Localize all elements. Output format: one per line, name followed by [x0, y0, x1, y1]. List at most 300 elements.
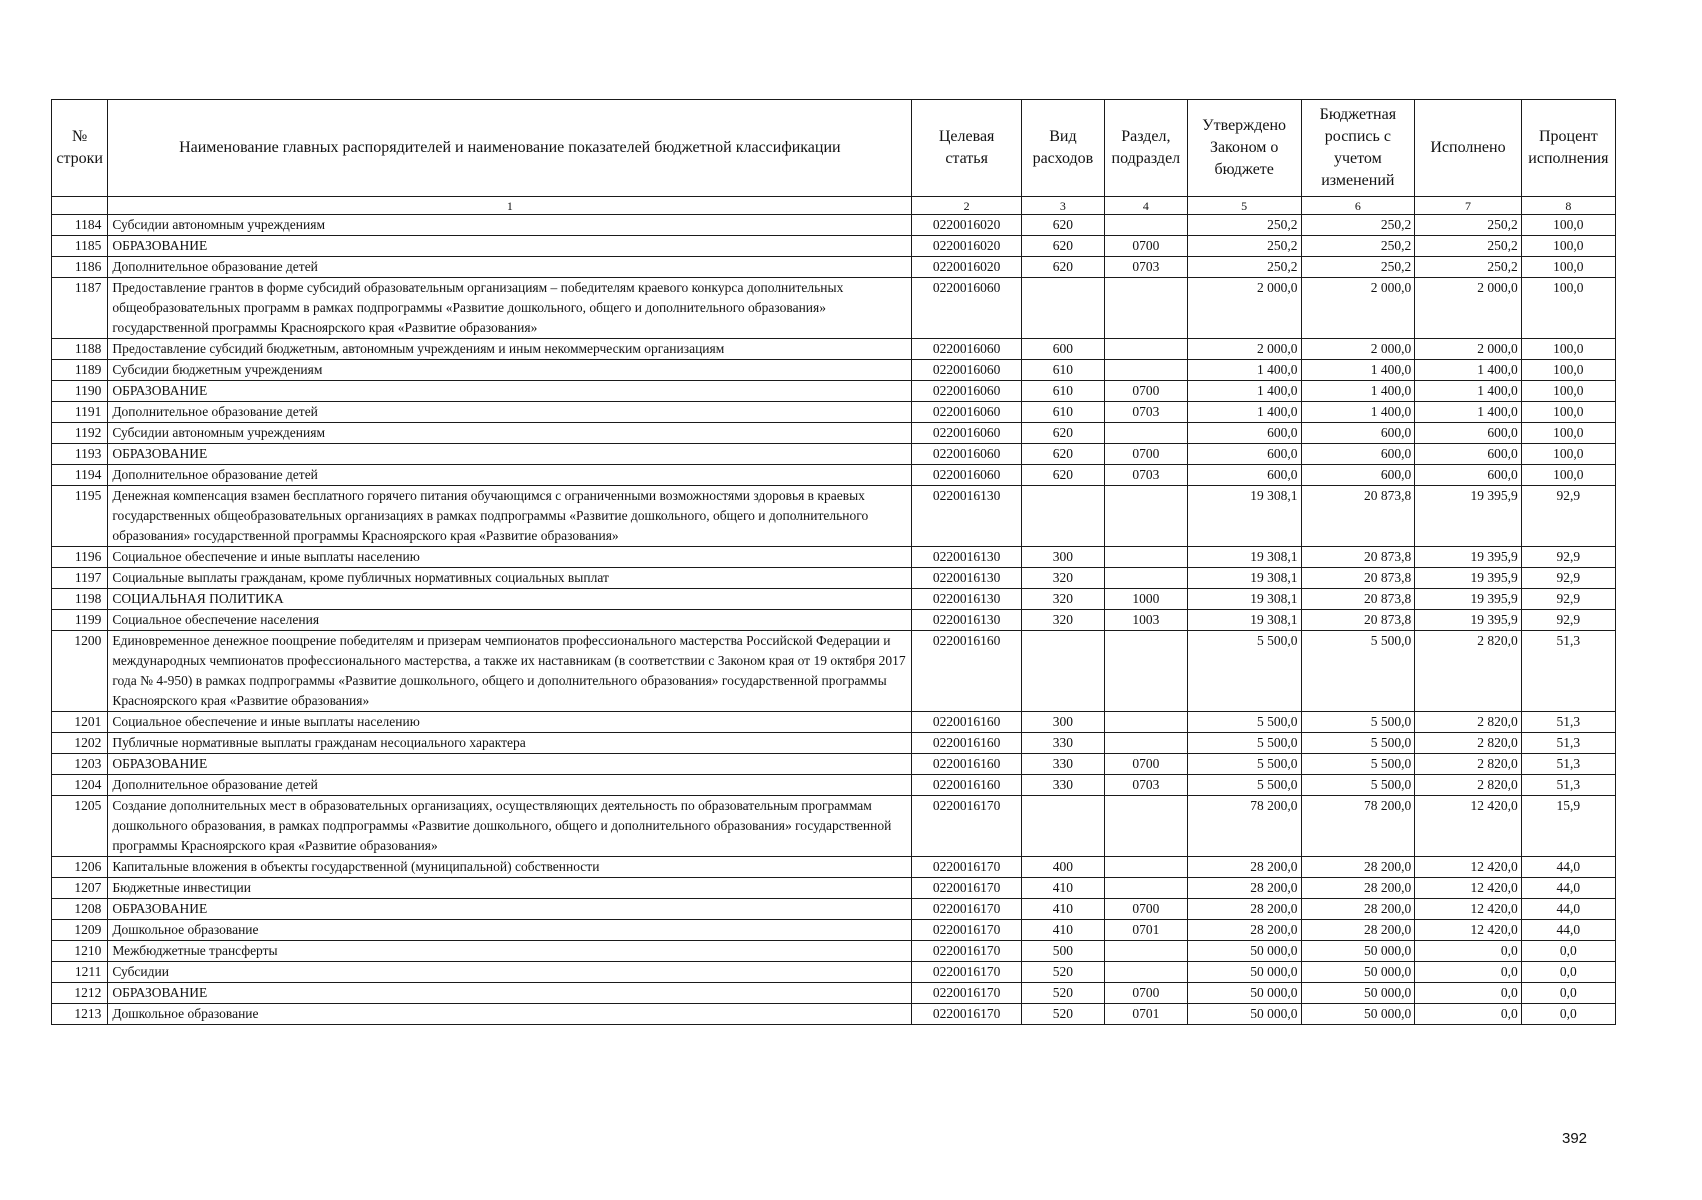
approved-amount-cell: 250,2 — [1187, 257, 1301, 278]
budget-list-amount-cell: 50 000,0 — [1301, 983, 1415, 1004]
expense-type-cell: 610 — [1021, 360, 1104, 381]
row-number-cell: 1205 — [52, 796, 108, 857]
column-number: 8 — [1521, 197, 1615, 215]
execution-percent-cell: 51,3 — [1521, 733, 1615, 754]
expense-type-cell: 620 — [1021, 465, 1104, 486]
executed-amount-cell: 1 400,0 — [1415, 402, 1522, 423]
executed-amount-cell: 250,2 — [1415, 215, 1522, 236]
budget-list-amount-cell: 5 500,0 — [1301, 775, 1415, 796]
target-article-cell: 0220016170 — [912, 920, 1022, 941]
executed-amount-cell: 0,0 — [1415, 983, 1522, 1004]
target-article-cell: 0220016170 — [912, 1004, 1022, 1025]
expense-type-cell: 320 — [1021, 568, 1104, 589]
expense-type-cell: 410 — [1021, 878, 1104, 899]
target-article-cell: 0220016060 — [912, 465, 1022, 486]
execution-percent-cell: 100,0 — [1521, 257, 1615, 278]
section-cell — [1104, 857, 1187, 878]
row-number-cell: 1188 — [52, 339, 108, 360]
row-number-cell: 1210 — [52, 941, 108, 962]
expense-type-cell: 320 — [1021, 589, 1104, 610]
row-number-cell: 1213 — [52, 1004, 108, 1025]
indicator-name-cell: Межбюджетные трансферты — [108, 941, 912, 962]
approved-amount-cell: 2 000,0 — [1187, 278, 1301, 339]
section-cell: 0703 — [1104, 257, 1187, 278]
indicator-name-cell: Создание дополнительных мест в образовательных организациях, осуществляющих деятельность по образовательным программам дошкольного образования, в рамках подпрограммы «Развитие дошкольного, общего и дополнительного образования» государственной программы Красноярского края «Развитие образования» — [108, 796, 912, 857]
row-number-cell: 1195 — [52, 486, 108, 547]
execution-percent-cell: 100,0 — [1521, 423, 1615, 444]
expense-type-cell: 620 — [1021, 423, 1104, 444]
table-row — [52, 257, 1616, 278]
expense-type-cell: 600 — [1021, 339, 1104, 360]
executed-amount-cell: 12 420,0 — [1415, 796, 1522, 857]
section-cell — [1104, 962, 1187, 983]
target-article-cell: 0220016020 — [912, 236, 1022, 257]
row-number-cell: 1211 — [52, 962, 108, 983]
row-number-cell: 1191 — [52, 402, 108, 423]
table-row — [52, 360, 1616, 381]
row-number-cell: 1185 — [52, 236, 108, 257]
target-article-cell: 0220016170 — [912, 983, 1022, 1004]
expense-type-cell — [1021, 796, 1104, 857]
budget-list-amount-cell: 20 873,8 — [1301, 568, 1415, 589]
target-article-cell: 0220016160 — [912, 712, 1022, 733]
header-target-article: Целевая статья — [912, 100, 1022, 197]
expense-type-cell: 330 — [1021, 754, 1104, 775]
execution-percent-cell: 51,3 — [1521, 775, 1615, 796]
table-row — [52, 423, 1616, 444]
section-cell: 0700 — [1104, 754, 1187, 775]
execution-percent-cell: 100,0 — [1521, 360, 1615, 381]
target-article-cell: 0220016020 — [912, 257, 1022, 278]
budget-list-amount-cell: 50 000,0 — [1301, 1004, 1415, 1025]
executed-amount-cell: 19 395,9 — [1415, 486, 1522, 547]
table-row — [52, 941, 1616, 962]
section-cell: 0700 — [1104, 983, 1187, 1004]
table-row — [52, 402, 1616, 423]
approved-amount-cell: 2 000,0 — [1187, 339, 1301, 360]
approved-amount-cell: 78 200,0 — [1187, 796, 1301, 857]
header-approved: Утверждено Законом о бюджете — [1187, 100, 1301, 197]
expense-type-cell: 330 — [1021, 733, 1104, 754]
section-cell — [1104, 941, 1187, 962]
table-row — [52, 796, 1616, 857]
target-article-cell: 0220016170 — [912, 962, 1022, 983]
target-article-cell: 0220016160 — [912, 775, 1022, 796]
executed-amount-cell: 2 820,0 — [1415, 712, 1522, 733]
expense-type-cell: 620 — [1021, 257, 1104, 278]
execution-percent-cell: 92,9 — [1521, 486, 1615, 547]
expense-type-cell — [1021, 278, 1104, 339]
column-number: 7 — [1415, 197, 1522, 215]
budget-list-amount-cell: 78 200,0 — [1301, 796, 1415, 857]
expense-type-cell: 410 — [1021, 899, 1104, 920]
approved-amount-cell: 28 200,0 — [1187, 899, 1301, 920]
column-number — [52, 197, 108, 215]
execution-percent-cell: 51,3 — [1521, 712, 1615, 733]
table-row — [52, 899, 1616, 920]
budget-list-amount-cell: 20 873,8 — [1301, 486, 1415, 547]
approved-amount-cell: 5 500,0 — [1187, 712, 1301, 733]
row-number-cell: 1207 — [52, 878, 108, 899]
target-article-cell: 0220016130 — [912, 610, 1022, 631]
table-row — [52, 465, 1616, 486]
target-article-cell: 0220016170 — [912, 899, 1022, 920]
target-article-cell: 0220016130 — [912, 568, 1022, 589]
approved-amount-cell: 250,2 — [1187, 236, 1301, 257]
indicator-name-cell: Бюджетные инвестиции — [108, 878, 912, 899]
section-cell: 0701 — [1104, 1004, 1187, 1025]
budget-list-amount-cell: 20 873,8 — [1301, 547, 1415, 568]
row-number-cell: 1194 — [52, 465, 108, 486]
table-row — [52, 486, 1616, 547]
indicator-name-cell: Предоставление грантов в форме субсидий образовательным организациям – победителям краевого конкурса дополнительных общеобразовательных программ в рамках подпрограммы «Развитие дошкольного, общего и дополнительного образования» государственной программы Красноярского края «Развитие образования» — [108, 278, 912, 339]
indicator-name-cell: Социальное обеспечение и иные выплаты населению — [108, 712, 912, 733]
budget-list-amount-cell: 50 000,0 — [1301, 941, 1415, 962]
table-row — [52, 878, 1616, 899]
target-article-cell: 0220016170 — [912, 796, 1022, 857]
target-article-cell: 0220016060 — [912, 278, 1022, 339]
target-article-cell: 0220016060 — [912, 381, 1022, 402]
section-cell: 0701 — [1104, 920, 1187, 941]
budget-list-amount-cell: 5 500,0 — [1301, 631, 1415, 712]
target-article-cell: 0220016060 — [912, 423, 1022, 444]
approved-amount-cell: 5 500,0 — [1187, 631, 1301, 712]
executed-amount-cell: 600,0 — [1415, 465, 1522, 486]
row-number-cell: 1193 — [52, 444, 108, 465]
indicator-name-cell: ОБРАЗОВАНИЕ — [108, 983, 912, 1004]
execution-percent-cell: 100,0 — [1521, 236, 1615, 257]
execution-percent-cell: 51,3 — [1521, 631, 1615, 712]
execution-percent-cell: 0,0 — [1521, 941, 1615, 962]
executed-amount-cell: 19 395,9 — [1415, 568, 1522, 589]
expense-type-cell: 400 — [1021, 857, 1104, 878]
approved-amount-cell: 600,0 — [1187, 423, 1301, 444]
header-budget-list: Бюджетная роспись с учетом изменений — [1301, 100, 1415, 197]
target-article-cell: 0220016160 — [912, 754, 1022, 775]
row-number-cell: 1208 — [52, 899, 108, 920]
section-cell — [1104, 712, 1187, 733]
executed-amount-cell: 1 400,0 — [1415, 360, 1522, 381]
table-row — [52, 444, 1616, 465]
section-cell — [1104, 339, 1187, 360]
execution-percent-cell: 100,0 — [1521, 444, 1615, 465]
section-cell: 0700 — [1104, 236, 1187, 257]
executed-amount-cell: 19 395,9 — [1415, 547, 1522, 568]
approved-amount-cell: 1 400,0 — [1187, 402, 1301, 423]
indicator-name-cell: ОБРАЗОВАНИЕ — [108, 236, 912, 257]
indicator-name-cell: ОБРАЗОВАНИЕ — [108, 381, 912, 402]
budget-list-amount-cell: 600,0 — [1301, 423, 1415, 444]
budget-list-amount-cell: 1 400,0 — [1301, 381, 1415, 402]
executed-amount-cell: 12 420,0 — [1415, 899, 1522, 920]
table-row — [52, 857, 1616, 878]
budget-list-amount-cell: 28 200,0 — [1301, 878, 1415, 899]
executed-amount-cell: 2 820,0 — [1415, 733, 1522, 754]
approved-amount-cell: 5 500,0 — [1187, 733, 1301, 754]
table-row — [52, 920, 1616, 941]
approved-amount-cell: 19 308,1 — [1187, 486, 1301, 547]
approved-amount-cell: 600,0 — [1187, 465, 1301, 486]
indicator-name-cell: Дошкольное образование — [108, 1004, 912, 1025]
approved-amount-cell: 5 500,0 — [1187, 775, 1301, 796]
header-row-number: № строки — [52, 100, 108, 197]
target-article-cell: 0220016170 — [912, 941, 1022, 962]
execution-percent-cell: 0,0 — [1521, 983, 1615, 1004]
executed-amount-cell: 12 420,0 — [1415, 857, 1522, 878]
target-article-cell: 0220016060 — [912, 444, 1022, 465]
expense-type-cell: 500 — [1021, 941, 1104, 962]
budget-list-amount-cell: 600,0 — [1301, 465, 1415, 486]
section-cell — [1104, 631, 1187, 712]
budget-list-amount-cell: 1 400,0 — [1301, 402, 1415, 423]
executed-amount-cell: 0,0 — [1415, 941, 1522, 962]
budget-list-amount-cell: 5 500,0 — [1301, 733, 1415, 754]
table-row — [52, 1004, 1616, 1025]
expense-type-cell: 520 — [1021, 1004, 1104, 1025]
target-article-cell: 0220016160 — [912, 631, 1022, 712]
table-row — [52, 215, 1616, 236]
indicator-name-cell: Социальные выплаты гражданам, кроме публичных нормативных социальных выплат — [108, 568, 912, 589]
table-row — [52, 381, 1616, 402]
expense-type-cell: 320 — [1021, 610, 1104, 631]
executed-amount-cell: 12 420,0 — [1415, 878, 1522, 899]
executed-amount-cell: 2 820,0 — [1415, 631, 1522, 712]
target-article-cell: 0220016160 — [912, 733, 1022, 754]
budget-list-amount-cell: 250,2 — [1301, 257, 1415, 278]
table-row — [52, 983, 1616, 1004]
section-cell: 0703 — [1104, 775, 1187, 796]
budget-list-amount-cell: 2 000,0 — [1301, 339, 1415, 360]
section-cell — [1104, 547, 1187, 568]
table-row — [52, 278, 1616, 339]
target-article-cell: 0220016060 — [912, 339, 1022, 360]
budget-list-amount-cell: 20 873,8 — [1301, 610, 1415, 631]
executed-amount-cell: 600,0 — [1415, 423, 1522, 444]
table-row — [52, 547, 1616, 568]
section-cell — [1104, 486, 1187, 547]
row-number-cell: 1201 — [52, 712, 108, 733]
section-cell — [1104, 796, 1187, 857]
row-number-cell: 1200 — [52, 631, 108, 712]
expense-type-cell: 620 — [1021, 444, 1104, 465]
execution-percent-cell: 100,0 — [1521, 215, 1615, 236]
target-article-cell: 0220016130 — [912, 589, 1022, 610]
row-number-cell: 1209 — [52, 920, 108, 941]
row-number-cell: 1198 — [52, 589, 108, 610]
indicator-name-cell: Социальное обеспечение населения — [108, 610, 912, 631]
column-number: 6 — [1301, 197, 1415, 215]
executed-amount-cell: 1 400,0 — [1415, 381, 1522, 402]
approved-amount-cell: 250,2 — [1187, 215, 1301, 236]
executed-amount-cell: 0,0 — [1415, 1004, 1522, 1025]
approved-amount-cell: 600,0 — [1187, 444, 1301, 465]
column-number: 1 — [108, 197, 912, 215]
budget-execution-table-sheet — [51, 99, 1616, 1025]
target-article-cell: 0220016170 — [912, 878, 1022, 899]
budget-list-amount-cell: 50 000,0 — [1301, 962, 1415, 983]
table-row — [52, 589, 1616, 610]
execution-percent-cell: 100,0 — [1521, 278, 1615, 339]
indicator-name-cell: Денежная компенсация взамен бесплатного горячего питания обучающимся с ограниченными возможностями здоровья в краевых государственных общеобразовательных организациях в рамках подпрограммы «Развитие дошкольного, общего и дополнительного образования» государственной программы Красноярского края «Развитие образования» — [108, 486, 912, 547]
expense-type-cell — [1021, 486, 1104, 547]
indicator-name-cell: Единовременное денежное поощрение победителям и призерам чемпионатов профессионального мастерства Российской Федерации и международных чемпионатов профессионального мастерства, а также их наставникам (в соответствии с Законом края от 19 октября 2017 года № 4-950) в рамках подпрограммы «Развитие дошкольного, общего и дополнительного образования» государственной программы Красноярского края «Развитие образования» — [108, 631, 912, 712]
executed-amount-cell: 250,2 — [1415, 257, 1522, 278]
expense-type-cell: 410 — [1021, 920, 1104, 941]
table-body — [52, 215, 1616, 1025]
executed-amount-cell: 2 820,0 — [1415, 775, 1522, 796]
budget-list-amount-cell: 20 873,8 — [1301, 589, 1415, 610]
header-percent: Процент исполнения — [1521, 100, 1615, 197]
indicator-name-cell: Субсидии автономным учреждениям — [108, 423, 912, 444]
target-article-cell: 0220016170 — [912, 857, 1022, 878]
header-executed: Исполнено — [1415, 100, 1522, 197]
expense-type-cell: 610 — [1021, 402, 1104, 423]
indicator-name-cell: Субсидии автономным учреждениям — [108, 215, 912, 236]
execution-percent-cell: 44,0 — [1521, 878, 1615, 899]
table-row — [52, 631, 1616, 712]
executed-amount-cell: 2 000,0 — [1415, 339, 1522, 360]
row-number-cell: 1206 — [52, 857, 108, 878]
indicator-name-cell: Дополнительное образование детей — [108, 257, 912, 278]
expense-type-cell: 330 — [1021, 775, 1104, 796]
section-cell: 0700 — [1104, 444, 1187, 465]
section-cell — [1104, 360, 1187, 381]
approved-amount-cell: 50 000,0 — [1187, 962, 1301, 983]
section-cell: 1000 — [1104, 589, 1187, 610]
budget-list-amount-cell: 250,2 — [1301, 215, 1415, 236]
executed-amount-cell: 12 420,0 — [1415, 920, 1522, 941]
target-article-cell: 0220016130 — [912, 547, 1022, 568]
expense-type-cell: 300 — [1021, 547, 1104, 568]
expense-type-cell — [1021, 631, 1104, 712]
section-cell — [1104, 878, 1187, 899]
target-article-cell: 0220016060 — [912, 360, 1022, 381]
indicator-name-cell: Дошкольное образование — [108, 920, 912, 941]
execution-percent-cell: 100,0 — [1521, 381, 1615, 402]
approved-amount-cell: 50 000,0 — [1187, 983, 1301, 1004]
execution-percent-cell: 100,0 — [1521, 402, 1615, 423]
indicator-name-cell: Публичные нормативные выплаты гражданам несоциального характера — [108, 733, 912, 754]
execution-percent-cell: 44,0 — [1521, 920, 1615, 941]
table-row — [52, 236, 1616, 257]
target-article-cell: 0220016060 — [912, 402, 1022, 423]
budget-list-amount-cell: 5 500,0 — [1301, 712, 1415, 733]
executed-amount-cell: 19 395,9 — [1415, 589, 1522, 610]
section-cell: 1003 — [1104, 610, 1187, 631]
execution-percent-cell: 92,9 — [1521, 610, 1615, 631]
approved-amount-cell: 28 200,0 — [1187, 920, 1301, 941]
approved-amount-cell: 28 200,0 — [1187, 878, 1301, 899]
execution-percent-cell: 44,0 — [1521, 857, 1615, 878]
row-number-cell: 1197 — [52, 568, 108, 589]
table-row — [52, 568, 1616, 589]
execution-percent-cell: 44,0 — [1521, 899, 1615, 920]
executed-amount-cell: 19 395,9 — [1415, 610, 1522, 631]
header-expense-type: Вид расходов — [1021, 100, 1104, 197]
budget-list-amount-cell: 28 200,0 — [1301, 899, 1415, 920]
expense-type-cell: 620 — [1021, 236, 1104, 257]
table-row — [52, 733, 1616, 754]
execution-percent-cell: 0,0 — [1521, 1004, 1615, 1025]
budget-list-amount-cell: 1 400,0 — [1301, 360, 1415, 381]
executed-amount-cell: 600,0 — [1415, 444, 1522, 465]
execution-percent-cell: 100,0 — [1521, 465, 1615, 486]
execution-percent-cell: 92,9 — [1521, 589, 1615, 610]
row-number-cell: 1192 — [52, 423, 108, 444]
row-number-cell: 1189 — [52, 360, 108, 381]
budget-list-amount-cell: 28 200,0 — [1301, 920, 1415, 941]
target-article-cell: 0220016130 — [912, 486, 1022, 547]
row-number-cell: 1186 — [52, 257, 108, 278]
approved-amount-cell: 19 308,1 — [1187, 610, 1301, 631]
target-article-cell: 0220016020 — [912, 215, 1022, 236]
row-number-cell: 1204 — [52, 775, 108, 796]
page-number: 392 — [1562, 1130, 1588, 1147]
row-number-cell: 1196 — [52, 547, 108, 568]
executed-amount-cell: 0,0 — [1415, 962, 1522, 983]
indicator-name-cell: Дополнительное образование детей — [108, 465, 912, 486]
table-row — [52, 775, 1616, 796]
table-row — [52, 610, 1616, 631]
header-row — [52, 100, 1616, 197]
row-number-cell: 1184 — [52, 215, 108, 236]
section-cell: 0700 — [1104, 899, 1187, 920]
indicator-name-cell: ОБРАЗОВАНИЕ — [108, 444, 912, 465]
row-number-cell: 1212 — [52, 983, 108, 1004]
header-section: Раздел, подраздел — [1104, 100, 1187, 197]
indicator-name-cell: Субсидии — [108, 962, 912, 983]
approved-amount-cell: 50 000,0 — [1187, 941, 1301, 962]
execution-percent-cell: 92,9 — [1521, 547, 1615, 568]
executed-amount-cell: 250,2 — [1415, 236, 1522, 257]
budget-list-amount-cell: 2 000,0 — [1301, 278, 1415, 339]
approved-amount-cell: 1 400,0 — [1187, 381, 1301, 402]
expense-type-cell: 520 — [1021, 983, 1104, 1004]
execution-percent-cell: 92,9 — [1521, 568, 1615, 589]
approved-amount-cell: 50 000,0 — [1187, 1004, 1301, 1025]
indicator-name-cell: СОЦИАЛЬНАЯ ПОЛИТИКА — [108, 589, 912, 610]
header-name: Наименование главных распорядителей и наименование показателей бюджетной классификации — [108, 100, 912, 197]
table-row — [52, 712, 1616, 733]
executed-amount-cell: 2 000,0 — [1415, 278, 1522, 339]
table-row — [52, 962, 1616, 983]
column-number: 5 — [1187, 197, 1301, 215]
expense-type-cell: 610 — [1021, 381, 1104, 402]
section-cell: 0700 — [1104, 381, 1187, 402]
execution-percent-cell: 0,0 — [1521, 962, 1615, 983]
column-number: 3 — [1021, 197, 1104, 215]
execution-percent-cell: 100,0 — [1521, 339, 1615, 360]
budget-list-amount-cell: 250,2 — [1301, 236, 1415, 257]
section-cell: 0703 — [1104, 402, 1187, 423]
approved-amount-cell: 1 400,0 — [1187, 360, 1301, 381]
column-number: 4 — [1104, 197, 1187, 215]
indicator-name-cell: ОБРАЗОВАНИЕ — [108, 899, 912, 920]
indicator-name-cell: Предоставление субсидий бюджетным, автономным учреждениям и иным некоммерческим организациям — [108, 339, 912, 360]
indicator-name-cell: ОБРАЗОВАНИЕ — [108, 754, 912, 775]
section-cell — [1104, 733, 1187, 754]
row-number-cell: 1190 — [52, 381, 108, 402]
executed-amount-cell: 2 820,0 — [1415, 754, 1522, 775]
indicator-name-cell: Социальное обеспечение и иные выплаты населению — [108, 547, 912, 568]
row-number-cell: 1187 — [52, 278, 108, 339]
expense-type-cell: 300 — [1021, 712, 1104, 733]
approved-amount-cell: 19 308,1 — [1187, 589, 1301, 610]
section-cell: 0703 — [1104, 465, 1187, 486]
approved-amount-cell: 28 200,0 — [1187, 857, 1301, 878]
expense-type-cell: 520 — [1021, 962, 1104, 983]
indicator-name-cell: Дополнительное образование детей — [108, 775, 912, 796]
